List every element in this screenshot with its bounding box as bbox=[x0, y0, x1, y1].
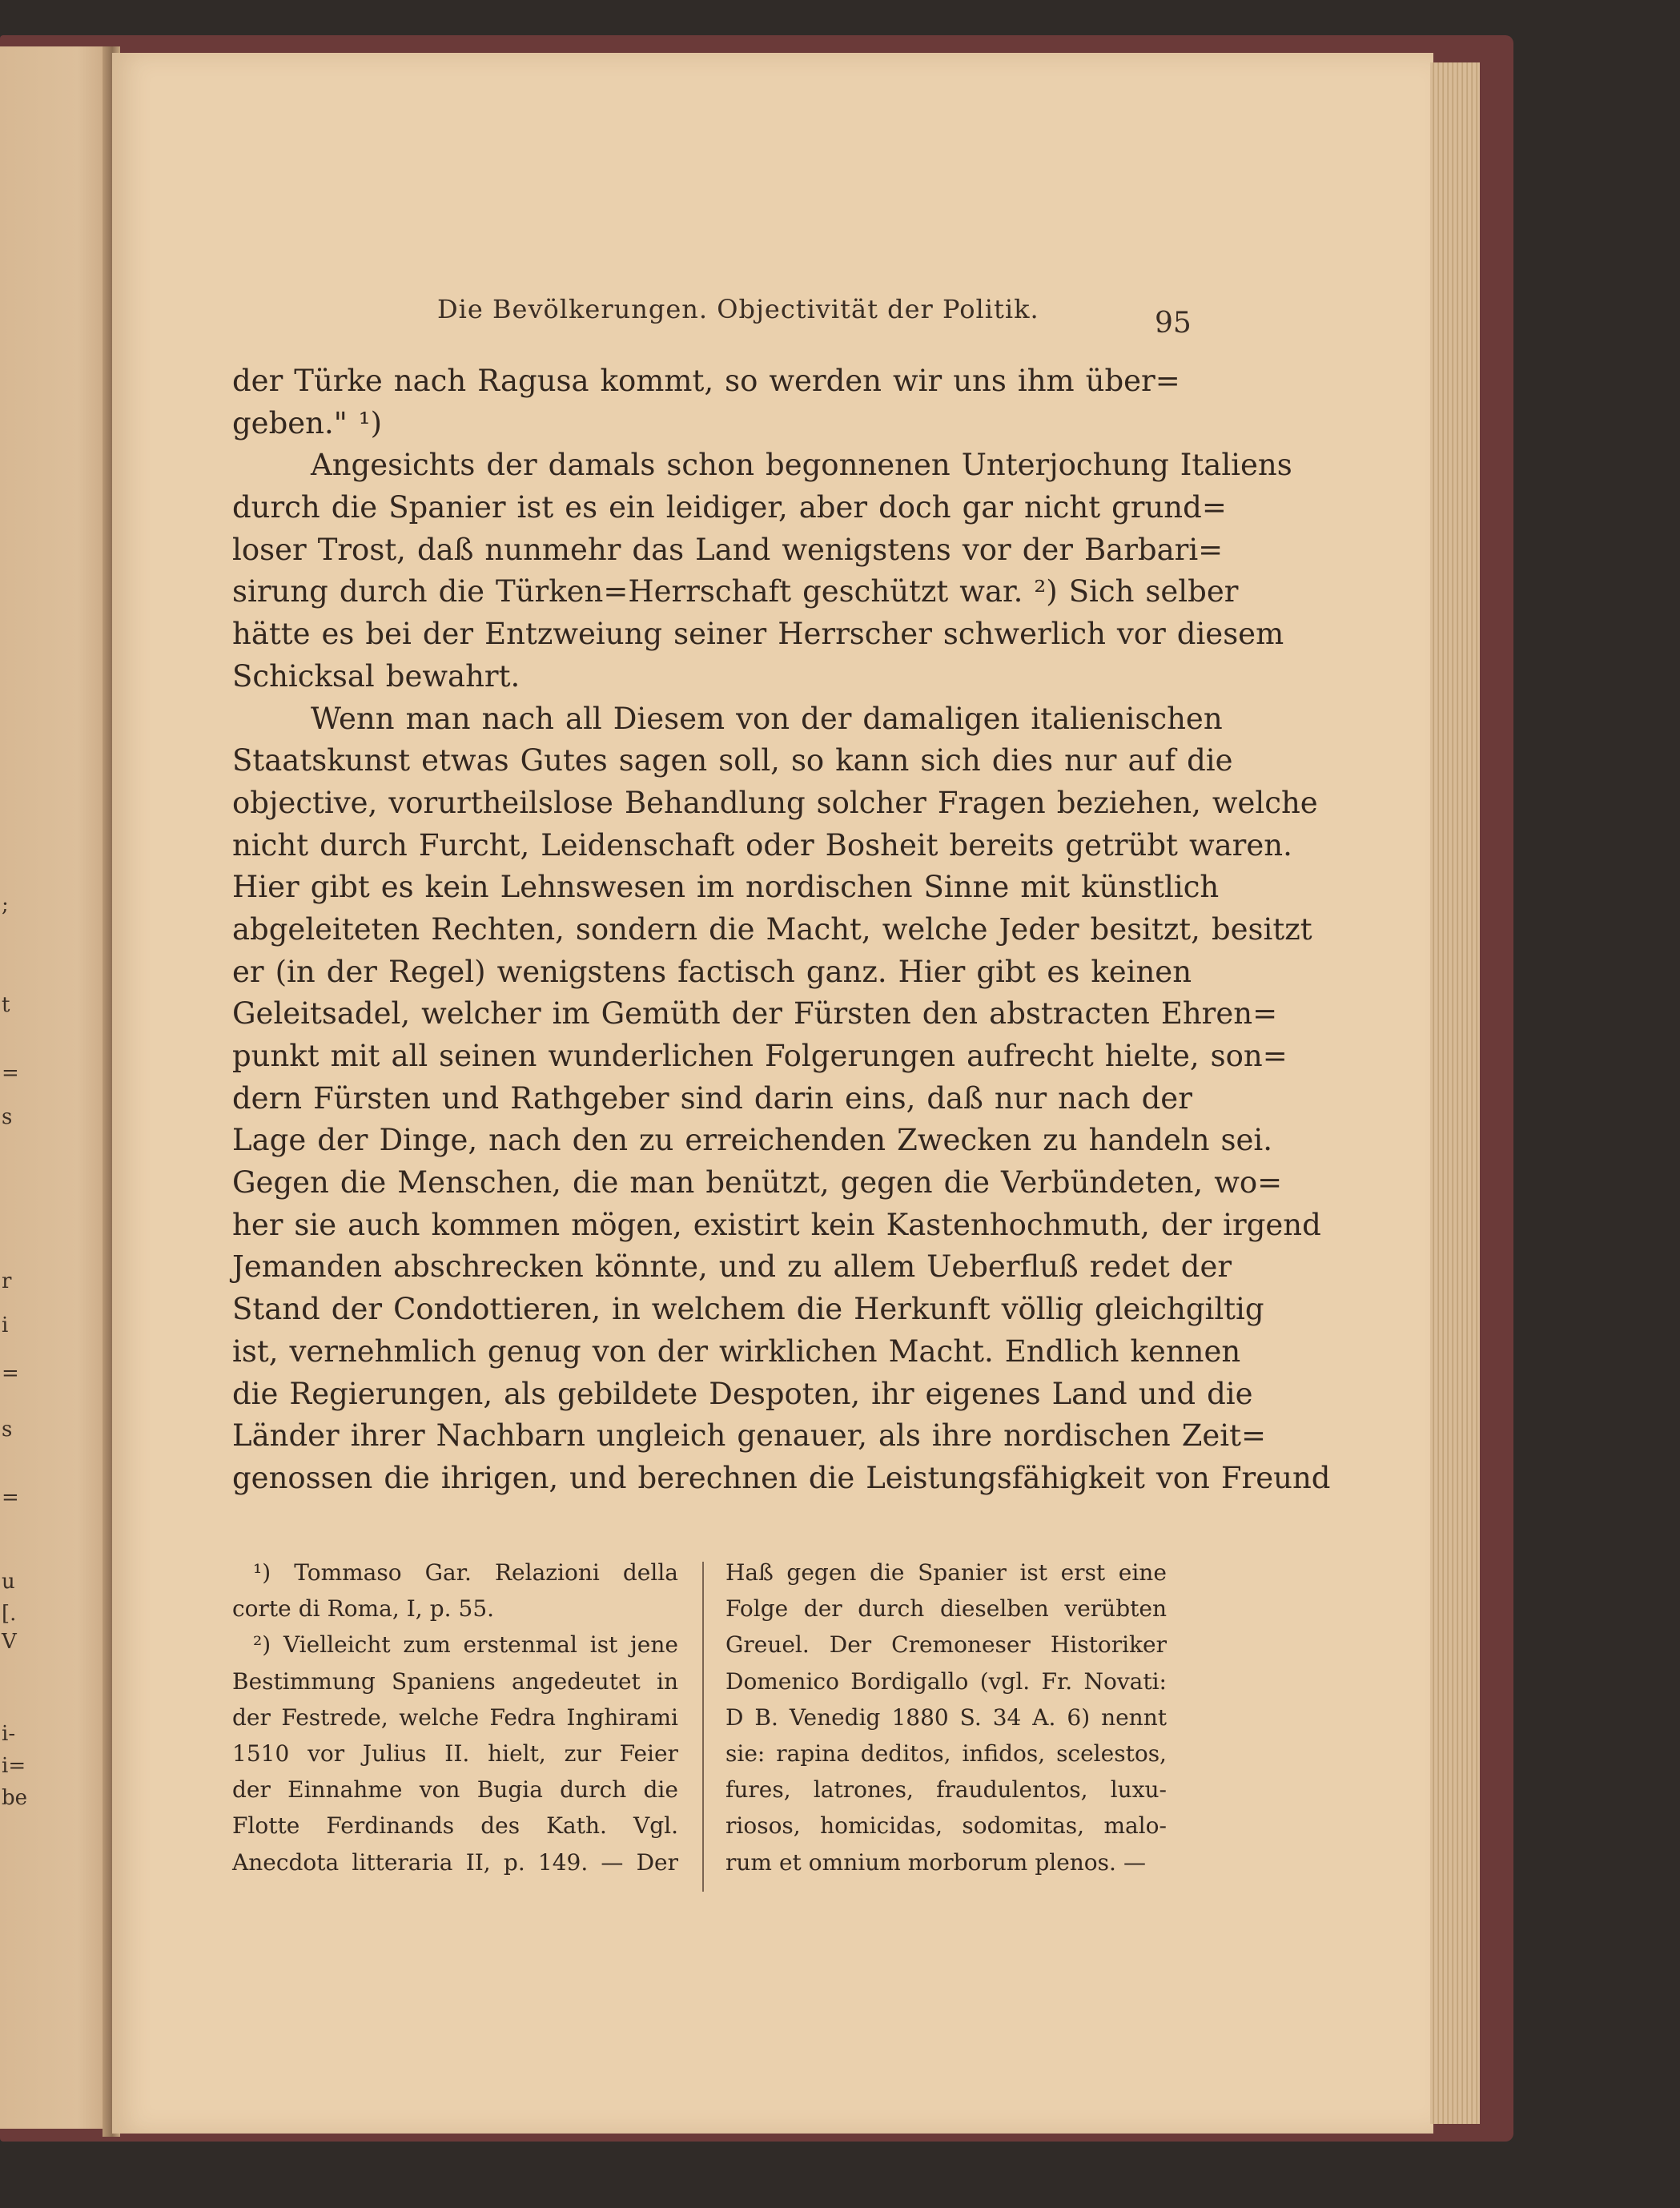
footnote-line: 1510 vor Julius II. hielt, zur Feier bbox=[232, 1739, 678, 1767]
left-page-fragment: r bbox=[2, 1269, 12, 1293]
left-page-fragment: i= bbox=[2, 1754, 26, 1778]
text-line: Hier gibt es kein Lehnswesen im nordischen Sinne mit künstlich bbox=[232, 870, 1220, 905]
left-page-fragment: i- bbox=[2, 1722, 16, 1746]
text-line: Länder ihrer Nachbarn ungleich genauer, als ihre nordischen Zeit= bbox=[232, 1418, 1267, 1454]
footnote-line: Flotte Ferdinands des Kath. Vgl. bbox=[232, 1812, 678, 1840]
left-page-fragment: be bbox=[2, 1786, 28, 1810]
footnote-line: corte di Roma, I, p. 55. bbox=[232, 1595, 495, 1623]
page-block-edges bbox=[1430, 62, 1480, 2124]
footnote-line: der Festrede, welche Fedra Inghirami bbox=[232, 1703, 678, 1731]
page-number: 95 bbox=[1155, 307, 1192, 340]
left-page-fragment: ; bbox=[2, 893, 9, 917]
text-line: punkt mit all seinen wunderlichen Folgerungen aufrecht hielte, son= bbox=[232, 1039, 1288, 1073]
text-line: sirung durch die Türken=Herrschaft geschützt war. ²) Sich selber bbox=[232, 574, 1239, 609]
left-page-fragment: u bbox=[2, 1570, 15, 1594]
text-line: Geleitsadel, welcher im Gemüth der Fürsten den abstracten Ehren= bbox=[232, 996, 1278, 1032]
footnote-line: der Einnahme von Bugia durch die bbox=[232, 1776, 678, 1804]
text-line: loser Trost, daß nunmehr das Land wenigstens vor der Barbari= bbox=[232, 532, 1224, 567]
footnotes-left-column bbox=[232, 1554, 685, 1880]
body-text bbox=[232, 360, 1331, 1500]
text-line: Jemanden abschrecken könnte, und zu allem Ueberfluß redet der bbox=[232, 1249, 1232, 1285]
footnote-line: Bestimmung Spaniens angedeutet in bbox=[232, 1667, 678, 1695]
footnote-line: ¹) Tommaso Gar. Relazioni della bbox=[253, 1559, 678, 1586]
running-header: Die Bevölkerungen. Objectivität der Politik. bbox=[437, 294, 1039, 324]
left-page-fragment: = bbox=[2, 1486, 19, 1510]
footnote-line: Anecdota litteraria II, p. 149. — Der bbox=[232, 1848, 678, 1876]
footnote-line: D B. Venedig 1880 S. 34 A. 6) nennt bbox=[725, 1703, 1167, 1731]
text-line: abgeleiteten Rechten, sondern die Macht, welche Jeder besitzt, besitzt bbox=[232, 911, 1312, 947]
text-line: Lage der Dinge, nach den zu erreichenden Zwecken zu handeln sei. bbox=[232, 1123, 1273, 1158]
footnote-line: rum et omnium morborum plenos. — bbox=[725, 1848, 1146, 1876]
footnote-line: ²) Vielleicht zum erstenmal ist jene bbox=[253, 1631, 678, 1659]
text-line: Wenn man nach all Diesem von der damaligen italienischen bbox=[311, 701, 1223, 736]
text-line: Staatskunst etwas Gutes sagen soll, so kann sich dies nur auf die bbox=[232, 743, 1233, 778]
text-line: dern Fürsten und Rathgeber sind darin eins, daß nur nach der bbox=[232, 1080, 1192, 1116]
footnote-line: sie: rapina deditos, infidos, scelestos, bbox=[725, 1739, 1167, 1767]
footnote-line: Haß gegen die Spanier ist erst eine bbox=[725, 1559, 1167, 1586]
footnote-line: Folge der durch dieselben verübten bbox=[725, 1595, 1167, 1623]
text-line: Stand der Condottieren, in welchem die Herkunft völlig gleichgiltig bbox=[232, 1292, 1264, 1327]
text-line: die Regierungen, als gebildete Despoten, ihr eigenes Land und die bbox=[232, 1376, 1253, 1411]
text-line: Gegen die Menschen, die man benützt, gegen die Verbündeten, wo= bbox=[232, 1165, 1283, 1201]
footnotes-right-column bbox=[725, 1554, 1174, 1880]
text-line: durch die Spanier ist es ein leidiger, aber doch gar nicht grund= bbox=[232, 490, 1227, 525]
text-line: der Türke nach Ragusa kommt, so werden wir uns ihm über= bbox=[232, 364, 1180, 398]
text-line: Schicksal bewahrt. bbox=[232, 658, 520, 694]
left-page-fragment: i bbox=[2, 1313, 9, 1337]
footnote-line: Greuel. Der Cremoneser Historiker bbox=[725, 1631, 1167, 1659]
footnote-column-rule bbox=[702, 1562, 704, 1892]
footnote-line: riosos, homicidas, sodomitas, malo- bbox=[725, 1812, 1167, 1840]
left-page-fragment: s bbox=[2, 1105, 13, 1129]
footnote-line: Domenico Bordigallo (vgl. Fr. Novati: bbox=[725, 1667, 1167, 1695]
left-page-fragment: = bbox=[2, 1361, 19, 1386]
text-line: hätte es bei der Entzweiung seiner Herrscher schwerlich vor diesem bbox=[232, 617, 1284, 652]
left-page-fragment: [. bbox=[2, 1602, 17, 1626]
text-line: ist, vernehmlich genug von der wirklichen Macht. Endlich kennen bbox=[232, 1333, 1241, 1369]
text-line: her sie auch kommen mögen, existirt kein Kastenhochmuth, der irgend bbox=[232, 1207, 1321, 1242]
text-line: genossen die ihrigen, und berechnen die Leistungsfähigkeit von Freund bbox=[232, 1460, 1331, 1495]
left-page-fragment: = bbox=[2, 1061, 19, 1085]
footnote-line: fures, latrones, fraudulentos, luxu- bbox=[725, 1776, 1167, 1804]
text-line: er (in der Regel) wenigstens factisch ganz. Hier gibt es keinen bbox=[232, 954, 1192, 989]
text-line: geben." ¹) bbox=[232, 405, 383, 440]
text-line: nicht durch Furcht, Leidenschaft oder Bosheit bereits getrübt waren. bbox=[232, 827, 1292, 863]
text-line: Angesichts der damals schon begonnenen Unterjochung Italiens bbox=[311, 448, 1292, 483]
left-page-fragment: t bbox=[2, 993, 10, 1017]
left-page-fragment: V bbox=[2, 1630, 17, 1654]
left-page-fragment: s bbox=[2, 1418, 13, 1442]
text-line: objective, vorurtheilslose Behandlung solcher Fragen beziehen, welche bbox=[232, 785, 1318, 820]
left-page-edge bbox=[0, 46, 111, 2129]
